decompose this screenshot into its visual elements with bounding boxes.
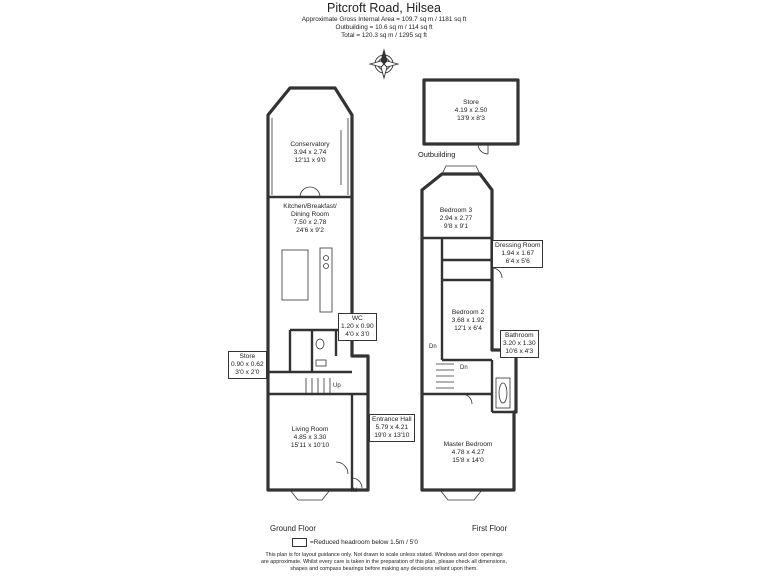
stairs-down-marker-2: Dn <box>460 365 468 371</box>
gross-area-text: Approximate Gross Internal Area = 109.7 sq m / 1181 sq ft <box>301 16 467 23</box>
room-dims-ft: 24'6 x 9'2 <box>296 227 324 234</box>
room-name: Conservatory <box>290 141 330 148</box>
room-name: Store <box>239 353 256 360</box>
room-master-bedroom <box>426 441 510 465</box>
room-living <box>272 426 348 450</box>
room-dims-m: 2.94 x 2.77 <box>439 215 473 222</box>
disclaimer-line3: shapes and compass bearings before making any decisions reliant upon them. <box>290 566 478 572</box>
room-bedroom3 <box>426 207 486 231</box>
room-dims-ft: 15'11 x 10'10 <box>290 442 330 449</box>
room-wc <box>338 313 377 341</box>
room-name: Entrance Hall <box>372 416 412 423</box>
room-dims-m: 1.94 x 1.67 <box>501 250 535 257</box>
first-floor-label: First Floor <box>472 524 508 533</box>
room-dims-ft: 13'9 x 8'3 <box>457 115 485 122</box>
outbuilding-area-text: Outbuilding = 10.6 sq m / 114 sq ft <box>335 24 433 31</box>
room-dims-m: 7.50 x 2.78 <box>293 219 327 226</box>
room-dims-m: 5.79 x 4.21 <box>375 424 409 431</box>
room-name: Store <box>463 99 479 106</box>
room-dims-ft: 3'0 x 2'0 <box>235 369 260 376</box>
room-store-ground <box>228 351 267 379</box>
room-name: Master Bedroom <box>443 441 493 448</box>
room-name-line2: Dining Room <box>290 211 330 218</box>
room-dims-ft: 12'1 x 6'4 <box>454 325 482 332</box>
room-store-outbuilding <box>436 99 506 123</box>
entrance-marker: IN <box>351 488 357 494</box>
stairs-down-marker: Dn <box>429 344 437 350</box>
room-dressing <box>492 240 543 268</box>
room-hall <box>369 414 415 442</box>
room-dims-ft: 10'6 x 4'3 <box>505 348 534 355</box>
disclaimer <box>0 552 768 573</box>
room-dims-ft: 15'8 x 14'0 <box>452 457 484 464</box>
room-dims-ft: 12'11 x 9'0 <box>294 157 326 164</box>
room-conservatory <box>275 141 345 165</box>
legend <box>292 538 418 547</box>
room-dims-m: 4.85 x 3.30 <box>293 434 327 441</box>
room-dims-m: 4.78 x 4.27 <box>451 449 485 456</box>
reduced-headroom-swatch <box>292 538 307 547</box>
legend-text: =Reduced headroom below 1.5m / 5'0 <box>310 539 418 546</box>
plan-title: Pitcroft Road, Hilsea <box>327 1 441 15</box>
disclaimer-line1: This plan is for layout guidance only. Not drawn to scale unless stated. Windows and door openings <box>265 552 503 558</box>
room-dims-m: 3.20 x 1.30 <box>503 340 536 347</box>
room-name: Bedroom 2 <box>451 309 485 316</box>
room-name: Bathroom <box>505 332 534 339</box>
total-area-text: Total = 120.3 sq m / 1295 sq ft <box>341 32 427 39</box>
room-name: Living Room <box>291 426 329 433</box>
room-name-line1: Kitchen/Breakfast/ <box>283 203 337 210</box>
room-dims-m: 1.20 x 0.90 <box>341 323 374 330</box>
compass-rose-icon <box>370 50 398 78</box>
room-bathroom <box>500 330 539 358</box>
disclaimer-line2: are approximate. Whilst every care is taken in the preparation of this plan, please check all dimensions, <box>261 559 507 565</box>
room-name: WC <box>351 315 363 322</box>
room-dims-ft: 19'0 x 13'10 <box>374 432 410 439</box>
room-name: Dressing Room <box>495 242 541 249</box>
room-name: Bedroom 3 <box>439 207 473 214</box>
room-dims-ft: 4'0 x 3'0 <box>345 331 370 338</box>
ground-floor-label: Ground Floor <box>270 524 316 533</box>
room-kitchen <box>272 203 348 235</box>
room-bedroom2 <box>446 309 490 333</box>
stairs-up-marker: Up <box>333 383 341 389</box>
room-dims-m: 3.68 x 1.92 <box>451 317 485 324</box>
room-dims-m: 3.94 x 2.74 <box>293 149 327 156</box>
room-dims-m: 0.90 x 0.62 <box>231 361 264 368</box>
room-dims-ft: 6'4 x 5'6 <box>505 258 530 265</box>
room-dims-m: 4.19 x 2.50 <box>454 107 488 114</box>
room-dims-ft: 9'8 x 9'1 <box>443 223 469 230</box>
outbuilding-label: Outbuilding <box>418 150 456 159</box>
